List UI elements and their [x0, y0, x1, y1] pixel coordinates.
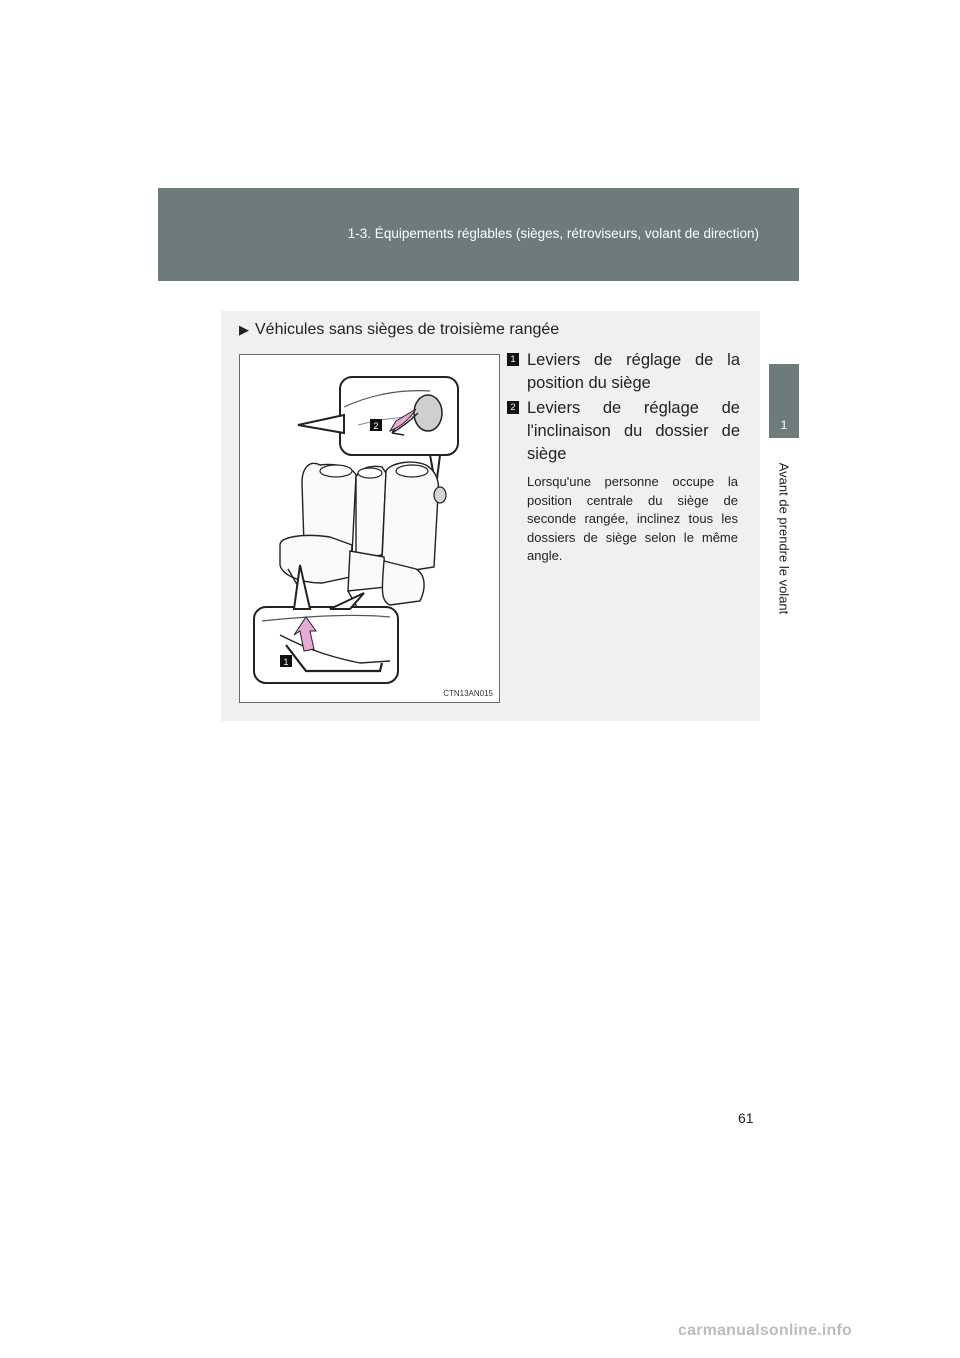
cushion-center: [348, 551, 386, 591]
legend-number-badge: 2: [507, 401, 519, 414]
seat-illustration-drawing: [240, 355, 499, 702]
legend-item-2: [507, 397, 740, 466]
page-number: 61: [738, 1110, 754, 1126]
headrest-right: [396, 465, 428, 477]
figure-code: CTN13AN015: [443, 689, 493, 698]
callout-2-label: 2: [373, 421, 379, 431]
usage-note: Lorsqu'une personne occupe la position centrale du siège de seconde rangée, inclinez tous les dossiers de siège selon le même angle.: [527, 474, 738, 563]
chapter-label-text: Avant de prendre le volant: [776, 462, 792, 614]
seat-back-right: [382, 462, 439, 571]
content-box: [221, 311, 760, 721]
callout-top-pointer: [298, 415, 344, 433]
cushion-left: [280, 535, 352, 583]
legend-item-text: Leviers de réglage de l'inclinaison du dossier de siège: [527, 399, 740, 463]
chapter-label: [769, 448, 799, 628]
seat-back-center: [356, 466, 386, 559]
headrest-left: [320, 465, 352, 477]
section-heading-text: Véhicules sans sièges de troisième rangée: [255, 321, 560, 338]
seat-illustration: [239, 354, 500, 703]
headrest-center: [358, 468, 382, 478]
recline-lever: [414, 395, 442, 431]
header-band: [158, 188, 799, 281]
legend-item-text: Leviers de réglage de la position du siège: [527, 351, 740, 392]
callout-1-label: 1: [283, 657, 289, 667]
legend-item-1: [507, 349, 740, 395]
chapter-tab[interactable]: [769, 364, 799, 438]
legend-number-badge: 1: [507, 353, 519, 366]
section-heading: [239, 321, 559, 339]
chapter-number: 1: [780, 418, 788, 432]
watermark: carmanualsonline.info: [678, 1322, 853, 1339]
section-title: 1-3. Équipements réglables (sièges, rétroviseurs, volant de direction): [347, 226, 759, 241]
right-triangle-icon: ▶: [239, 322, 249, 337]
